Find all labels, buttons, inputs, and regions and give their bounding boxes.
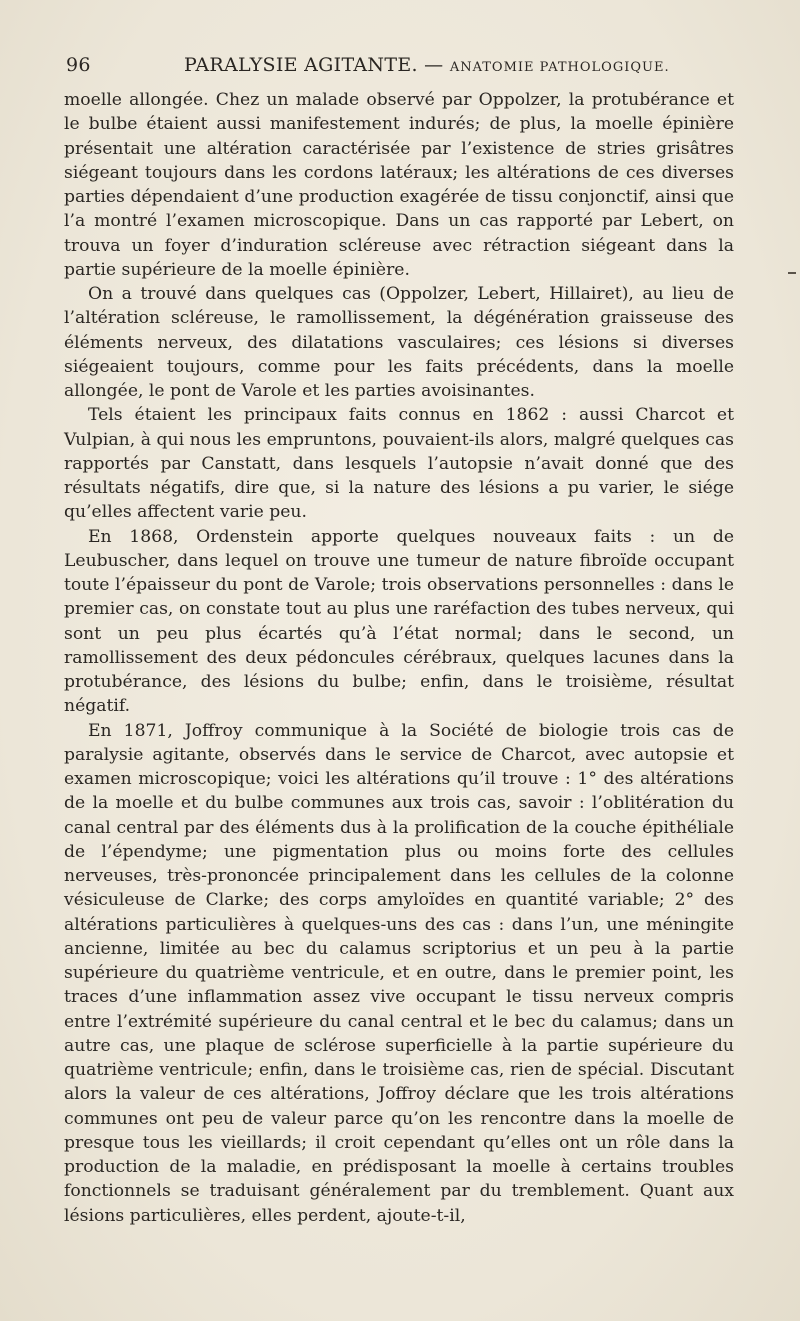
margin-mark	[788, 272, 796, 274]
running-title-main: PARALYSIE AGITANTE. —	[184, 54, 450, 76]
paragraph: Tels étaient les principaux faits connus en 1862 : aussi Charcot et Vulpian, à qui nous les empruntons, pouvaient-ils alors, malgré quelques cas rapportés par Canstatt, dans lesquels l’autopsie n’avait donné que des résultats négatifs, dire que, si la nature des lésions a pu varier, le siége qu’elles affectent varie peu.	[64, 405, 734, 523]
running-header	[64, 54, 734, 82]
running-title	[184, 54, 670, 76]
paragraph: En 1871, Joffroy communique à la Société de biologie trois cas de paralysie agitante, observés dans le service de Charcot, avec autopsie et examen microscopique; voici les altérations qu’il trouve : 1° des altérations de la moelle et du bulbe communes aux trois cas, savoir : l’oblitération du canal central par des éléments dus à la prolification de la couche épithéliale de l’épendyme; une pigmentation plus ou moins forte des cellules nerveuses, très-prononcée principalement dans les cellules de la colonne vésiculeuse de Clarke; des corps amyloïdes en quantité variable; 2° des altérations particulières à quelques-uns des cas : dans l’un, une méningite ancienne, limitée au bec du calamus scriptorius et un peu à la partie supérieure du quatrième ventricule, et en outre, dans le premier point, les traces d’une inflammation assez vive occupant le tissu nerveux compris entre l’extrémité supérieure du canal central et le bec du calamus; dans un autre cas, une plaque de sclérose superficielle à la partie supérieure du quatrième ventricule; enfin, dans le troisième cas, rien de spécial. Discutant alors la valeur de ces altérations, Joffroy déclare que les trois altérations communes ont peu de valeur parce qu’on les rencontre dans la moelle de presque tous les vieillards; il croit cependant qu’elles ont un rôle dans la production de la maladie, en prédisposant la moelle à certains troubles fonctionnels se traduisant généralement par du tremblement. Quant aux lésions particulières, elles perdent, ajoute-t-il,	[64, 720, 734, 1226]
running-title-section: ANATOMIE PATHOLOGIQUE.	[449, 60, 670, 75]
paragraph: On a trouvé dans quelques cas (Oppolzer, Lebert, Hillairet), au lieu de l’altération scléreuse, le ramollissement, la dégénération graisseuse des éléments nerveux, des dilatations vasculaires; ces lésions si diverses siégeaient toujours, comme pour les faits précédents, dans la moelle allongée, le pont de Varole et les parties avoisinantes.	[64, 284, 734, 401]
page-number: 96	[66, 54, 91, 76]
body-text	[64, 88, 734, 1228]
paragraph: En 1868, Ordenstein apporte quelques nouveaux faits : un de Leubuscher, dans lequel on trouve une tumeur de nature fibroïde occupant toute l’épaisseur du pont de Varole; trois observations personnelles : dans le premier cas, on constate tout au plus une raréfaction des tubes nerveux, qui sont un peu plus écartés qu’à l’état normal; dans le second, un ramollissement des deux pédoncules cérébraux, quelques lacunes dans la protubérance, des lésions du bulbe; enfin, dans le troisième, résultat négatif.	[64, 526, 734, 717]
paragraph: moelle allongée. Chez un malade observé par Oppolzer, la protubérance et le bulbe étaient aussi manifestement indurés; de plus, la moelle épinière présentait une altération caractérisée par l’existence de stries grisâtres siégeant toujours dans les cordons latéraux; les altérations de ces diverses parties dépendaient d’une production exagérée de tissu conjonctif, ainsi que l’a montré l’examen microscopique. Dans un cas rapporté par Lebert, on trouva un foyer d’induration scléreuse avec rétraction siégeant dans la partie supérieure de la moelle épinière.	[64, 90, 734, 280]
